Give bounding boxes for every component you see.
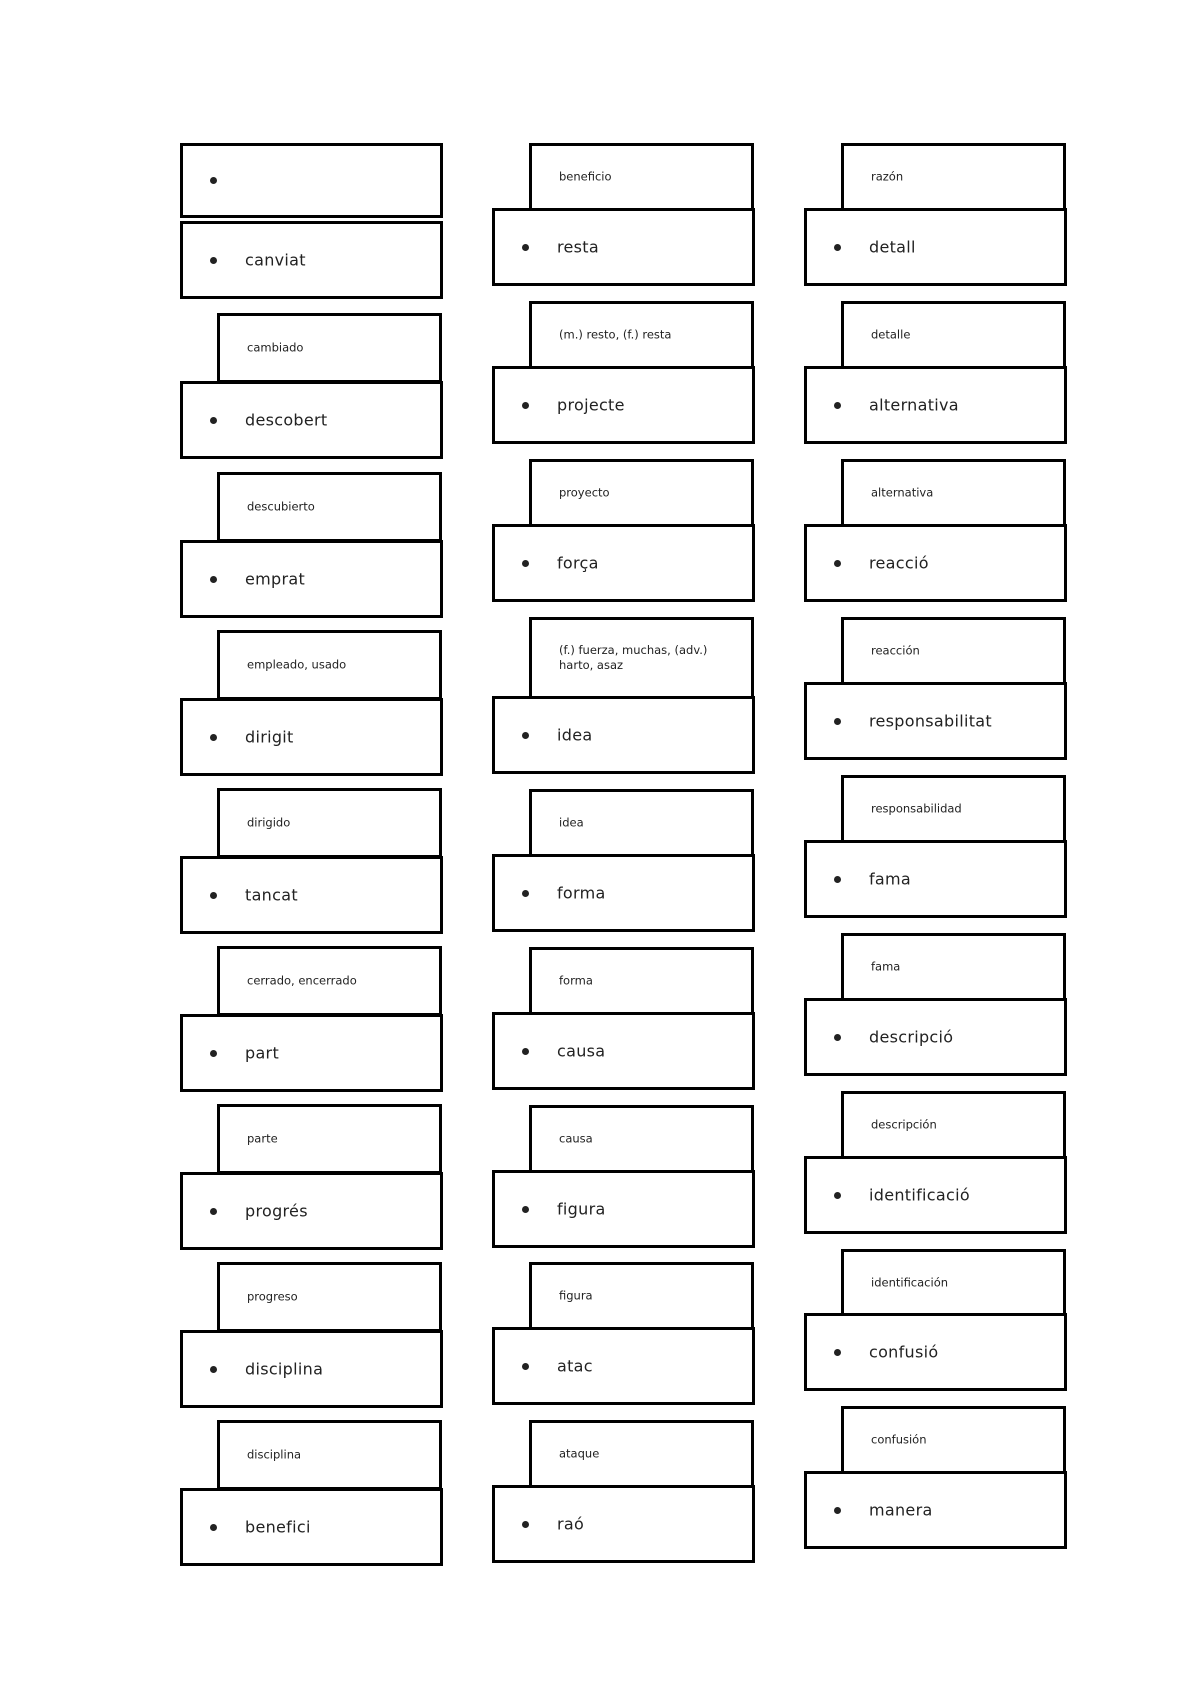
translation-text: figura bbox=[559, 1288, 593, 1303]
translation-card bbox=[217, 472, 442, 542]
term-card bbox=[804, 840, 1067, 918]
translation-text: causa bbox=[559, 1131, 593, 1146]
bullet-icon bbox=[210, 1050, 217, 1057]
term-card bbox=[180, 1014, 443, 1092]
term-card bbox=[180, 540, 443, 618]
bullet-icon bbox=[210, 1366, 217, 1373]
term-text: figura bbox=[557, 1199, 606, 1219]
translation-card bbox=[217, 313, 442, 383]
term-text: força bbox=[557, 553, 599, 573]
translation-text: fama bbox=[871, 959, 901, 974]
bullet-icon bbox=[210, 417, 217, 424]
translation-text: (f.) fuerza, muchas, (adv.) harto, asaz bbox=[559, 643, 708, 672]
translation-card bbox=[217, 1104, 442, 1174]
translation-text: beneficio bbox=[559, 169, 612, 184]
term-text: causa bbox=[557, 1041, 606, 1061]
translation-card bbox=[841, 301, 1066, 369]
translation-text: proyecto bbox=[559, 485, 610, 500]
term-text: atac bbox=[557, 1356, 593, 1376]
translation-card bbox=[529, 459, 754, 527]
bullet-icon bbox=[210, 257, 217, 264]
translation-text: empleado, usado bbox=[247, 657, 347, 672]
term-card bbox=[492, 854, 755, 932]
translation-card bbox=[529, 947, 754, 1015]
term-card bbox=[804, 998, 1067, 1076]
term-text: alternativa bbox=[869, 395, 959, 415]
translation-card bbox=[529, 617, 754, 699]
translation-text: responsabilidad bbox=[871, 801, 962, 816]
translation-text: ataque bbox=[559, 1446, 600, 1461]
term-card bbox=[804, 524, 1067, 602]
translation-text: idea bbox=[559, 815, 584, 830]
translation-card bbox=[529, 1420, 754, 1488]
bullet-icon bbox=[522, 560, 529, 567]
term-card bbox=[804, 1156, 1067, 1234]
translation-text: descripción bbox=[871, 1117, 937, 1132]
translation-card bbox=[217, 630, 442, 700]
bullet-icon bbox=[834, 1192, 841, 1199]
term-card bbox=[492, 366, 755, 444]
translation-card bbox=[529, 301, 754, 369]
translation-card bbox=[841, 459, 1066, 527]
translation-text: razón bbox=[871, 169, 904, 184]
term-card bbox=[492, 208, 755, 286]
translation-text: (m.) resto, (f.) resta bbox=[559, 327, 672, 342]
translation-text: confusión bbox=[871, 1432, 927, 1447]
translation-card bbox=[841, 775, 1066, 843]
translation-text: cambiado bbox=[247, 340, 304, 355]
term-text: responsabilitat bbox=[869, 711, 992, 731]
bullet-icon bbox=[834, 244, 841, 251]
term-text: raó bbox=[557, 1514, 585, 1534]
translation-text: progreso bbox=[247, 1289, 298, 1304]
translation-card bbox=[841, 933, 1066, 1001]
bullet-icon bbox=[522, 244, 529, 251]
bullet-icon bbox=[522, 1363, 529, 1370]
bullet-icon bbox=[834, 402, 841, 409]
term-card bbox=[804, 208, 1067, 286]
translation-text: disciplina bbox=[247, 1447, 302, 1462]
term-card bbox=[804, 1313, 1067, 1391]
bullet-icon bbox=[210, 1524, 217, 1531]
bullet-icon bbox=[210, 1208, 217, 1215]
translation-card bbox=[841, 1406, 1066, 1474]
term-text: disciplina bbox=[245, 1359, 324, 1379]
term-card bbox=[804, 682, 1067, 760]
term-text: part bbox=[245, 1043, 280, 1063]
term-text: manera bbox=[869, 1500, 933, 1520]
translation-text: identificación bbox=[871, 1275, 949, 1290]
term-card bbox=[180, 1330, 443, 1408]
bullet-icon bbox=[834, 1349, 841, 1356]
term-text: emprat bbox=[245, 569, 306, 589]
term-text: benefici bbox=[245, 1517, 311, 1537]
translation-card bbox=[841, 1091, 1066, 1159]
bullet-icon bbox=[210, 734, 217, 741]
term-card bbox=[492, 1327, 755, 1405]
term-card bbox=[804, 1471, 1067, 1549]
bullet-icon bbox=[522, 732, 529, 739]
term-card bbox=[492, 1170, 755, 1248]
bullet-icon bbox=[522, 1206, 529, 1213]
bullet-icon bbox=[522, 890, 529, 897]
translation-card bbox=[529, 1262, 754, 1330]
translation-text: parte bbox=[247, 1131, 278, 1146]
term-text: identificació bbox=[869, 1185, 970, 1205]
bullet-icon bbox=[210, 576, 217, 583]
bullet-icon bbox=[834, 560, 841, 567]
translation-card bbox=[217, 1262, 442, 1332]
term-card bbox=[180, 698, 443, 776]
translation-text: detalle bbox=[871, 327, 911, 342]
term-text: canviat bbox=[245, 250, 306, 270]
term-text: progrés bbox=[245, 1201, 308, 1221]
term-text: detall bbox=[869, 237, 916, 257]
bullet-icon bbox=[522, 402, 529, 409]
translation-card bbox=[217, 946, 442, 1016]
term-text: confusió bbox=[869, 1342, 939, 1362]
translation-card bbox=[841, 617, 1066, 685]
term-card bbox=[180, 381, 443, 459]
term-text: forma bbox=[557, 883, 606, 903]
translation-text: forma bbox=[559, 973, 593, 988]
term-card bbox=[492, 696, 755, 774]
term-card bbox=[492, 1485, 755, 1563]
term-card bbox=[180, 221, 443, 299]
term-text: projecte bbox=[557, 395, 625, 415]
term-text: reacció bbox=[869, 553, 929, 573]
term-text: descripció bbox=[869, 1027, 954, 1047]
translation-card bbox=[217, 1420, 442, 1490]
bullet-icon bbox=[522, 1048, 529, 1055]
term-card bbox=[492, 524, 755, 602]
term-text: idea bbox=[557, 725, 593, 745]
term-card bbox=[180, 1488, 443, 1566]
term-text: descobert bbox=[245, 410, 328, 430]
term-text: tancat bbox=[245, 885, 298, 905]
bullet-icon bbox=[210, 892, 217, 899]
translation-card bbox=[529, 143, 754, 211]
translation-text: cerrado, encerrado bbox=[247, 973, 357, 988]
bullet-icon bbox=[834, 1507, 841, 1514]
term-text: dirigit bbox=[245, 727, 294, 747]
term-card bbox=[492, 1012, 755, 1090]
term-card bbox=[180, 856, 443, 934]
term-card bbox=[180, 1172, 443, 1250]
bullet-icon bbox=[522, 1521, 529, 1528]
bullet-icon bbox=[834, 1034, 841, 1041]
translation-card bbox=[217, 788, 442, 858]
term-text: resta bbox=[557, 237, 599, 257]
bullet-icon bbox=[834, 718, 841, 725]
bullet-icon bbox=[834, 876, 841, 883]
translation-card bbox=[841, 1249, 1066, 1317]
translation-text: dirigido bbox=[247, 815, 291, 830]
bullet-icon bbox=[210, 177, 217, 184]
term-card bbox=[180, 143, 443, 218]
translation-text: alternativa bbox=[871, 485, 934, 500]
translation-card bbox=[529, 1105, 754, 1173]
translation-card bbox=[529, 789, 754, 857]
term-text: fama bbox=[869, 869, 912, 889]
translation-text: reacción bbox=[871, 643, 920, 658]
translation-text: descubierto bbox=[247, 499, 315, 514]
term-card bbox=[804, 366, 1067, 444]
translation-card bbox=[841, 143, 1066, 211]
